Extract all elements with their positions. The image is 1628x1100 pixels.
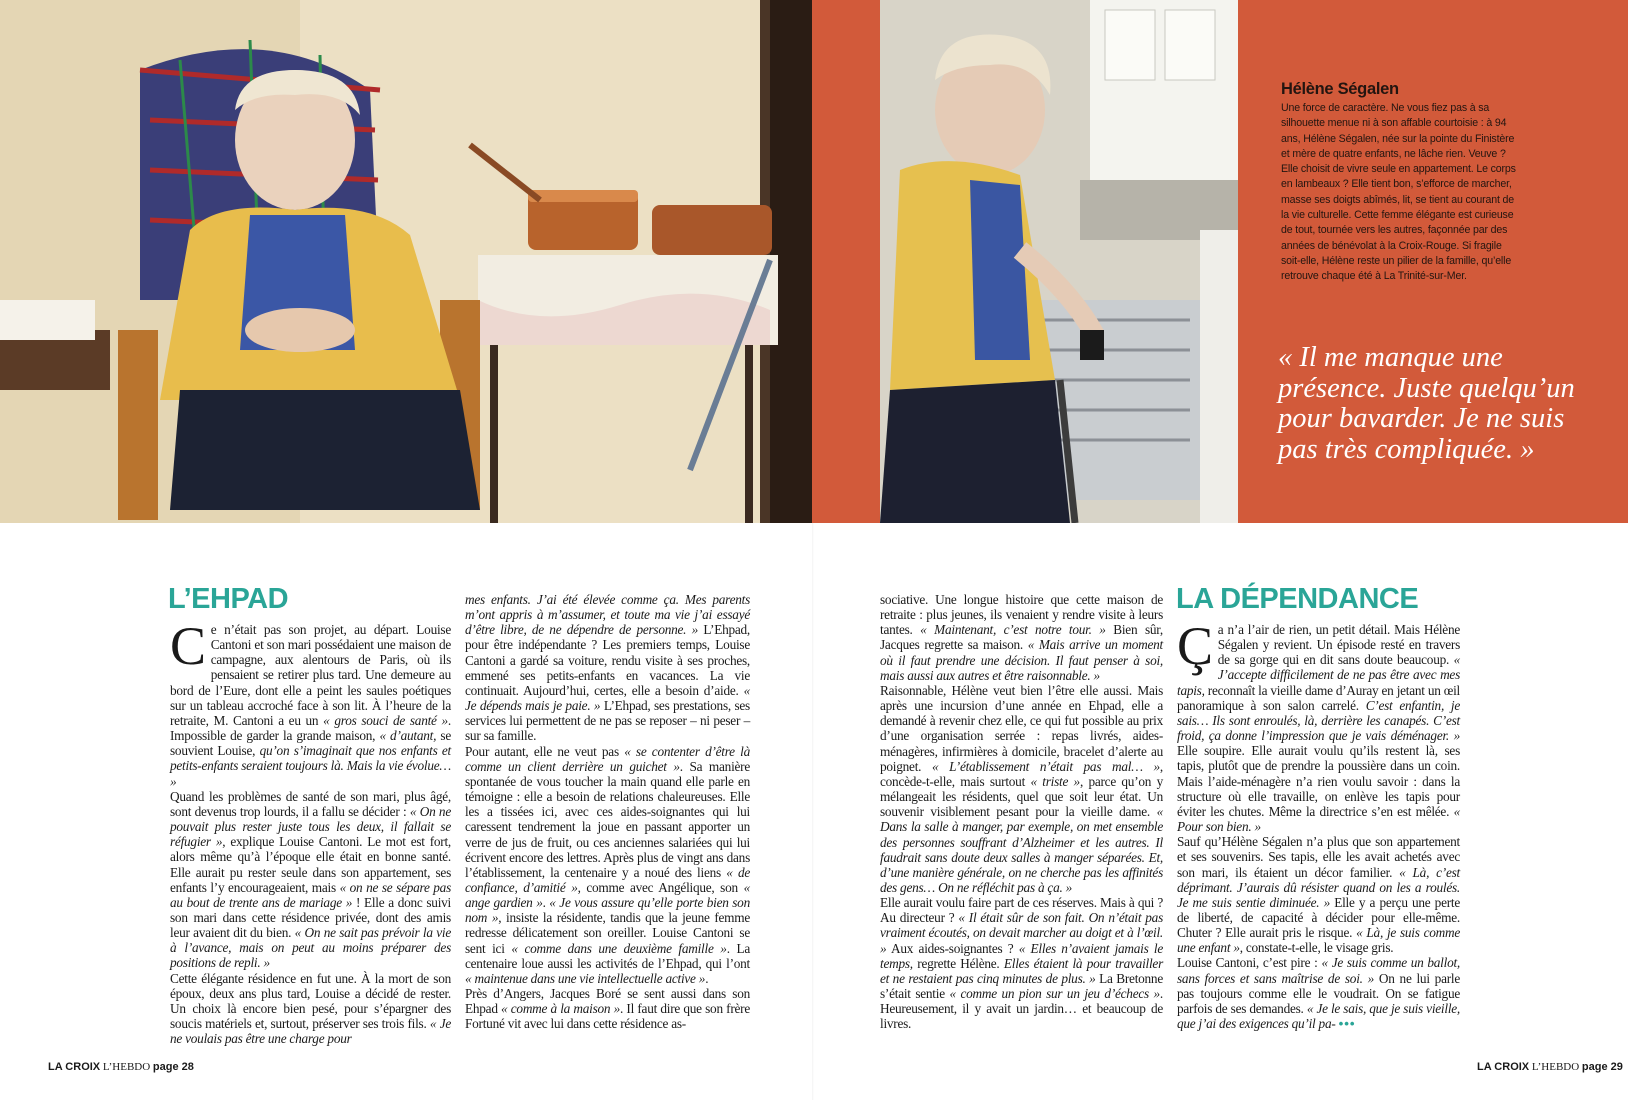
photo-helene-in-kitchen: [880, 0, 1238, 523]
quote-run: « gros souci de santé »: [323, 712, 448, 728]
quote-run: « comme un pion sur un jeu d’échecs »: [949, 986, 1160, 1002]
text-run: Sauf qu’Hélène Ségalen n’a plus que son appartement et ses souvenirs. Ses tapis, elle les avait achetés avec son mari, ils étaient un décor familier.: [1177, 834, 1460, 880]
text-column-1: [170, 592, 451, 1046]
quote-run: « ange gardien »: [465, 879, 750, 911]
text-run: e n’était pas son projet, au départ. Louise Cantoni et son mari possédaient une maison de campagne, aux alentours de Paris, où ils pensaient se retirer plus tard. Une demeure au bord de l’Eure, dont elle a peint les saules poétiques sur un tableau accroché face à son lit. À l’heure de la retraite, M. Cantoni a eu un: [170, 622, 451, 728]
dropcap: C: [170, 616, 206, 676]
text-run: Raisonnable, Hélène veut bien l’être elle aussi. Mais après une incursion d’une année en Ehpad, elle a demandé à revenir chez elle, ce qui fut possible au prix d’une organisation serrée : repas livrés, aides-ménagères, infirmières à domicile, bracelet d’alerte au poignet.: [880, 682, 1163, 774]
text-run: Près d’Angers, Jacques Boré se sent aussi dans son Ehpad: [465, 986, 750, 1017]
paragraph: [170, 616, 451, 789]
text-column-2: [465, 592, 750, 1032]
profile-box: [1281, 80, 1521, 285]
quote-run: « comme à la maison »: [501, 1001, 621, 1017]
text-run: a n’a l’air de rien, un petit détail. Mais Hélène Ségalen y revient. Un épisode resté en travers de sa gorge qui en dit sans doute beaucoup.: [1217, 622, 1460, 668]
text-run: .: [542, 895, 550, 911]
text-run: . Sa manière spontanée de vous toucher la main quand elle parle en témoigne : elle a besoin de relations chaleureuses. Elle les a tissées ici, avec ces aides-soignantes qui lui caressent tendrement la joue en passant apporter un verre de jus de fruit, ou ces anciennes salariées qui lui écrivent encore des lettres. Après plus de vingt ans dans l’établissement, la centenaire y a noué des liens: [465, 758, 750, 880]
text-run: sociative. Une longue histoire que cette maison de retraite : plus jeunes, ils venaient y rendre visite à leurs tantes.: [880, 592, 1163, 638]
folio-brand: LA CROIX: [48, 1061, 101, 1073]
photo-helene-illustration: [880, 0, 1238, 523]
paragraph: [465, 592, 750, 744]
text-run: L’Ehpad, pour être indépendante ? Les premiers temps, Louise Cantoni a gardé sa voiture, rendu visite à ses proches, emmené ses petits-enfants en vacances. La vie continuait. Aujourd’hui, certes, elle a besoin d’aide.: [465, 622, 750, 698]
folio-left: [48, 1061, 194, 1073]
folio-right: [1477, 1061, 1623, 1073]
text-run: Cette élégante résidence en fut une. À la mort de son époux, deux ans plus tard, Louise a décidé de rester. Un choix là encore bien pesé, pour s’épargner des soucis matériels et, surtout, préserver ses trois fils.: [170, 970, 451, 1032]
text-run: Bien sûr, Jacques regrette sa maison.: [880, 622, 1163, 653]
text-run: , explique Louise Cantoni. Le mot est fort, alors même qu’à l’époque elle était en bonne santé. Elle aurait pu rester seule dans son appartement, ses enfants l’y encourageaient, mais: [170, 834, 451, 895]
paragraph: [170, 971, 451, 1047]
quote-run: « Pour son bien. »: [1177, 803, 1460, 835]
paragraph: [880, 895, 1163, 1031]
paragraph: [1177, 955, 1460, 1031]
dropcap: Ç: [1177, 616, 1213, 676]
quote-run: mes enfants. J’ai été élevée comme ça. Mes parents m’ont appris à m’assumer, et toute ma vie j’ai essayé d’être libre, de ne dépendre de personne. »: [465, 592, 750, 638]
quote-run: Elles étaient là pour travailler et ne restaient pas cinq minutes de plus. »: [880, 955, 1163, 986]
quote-run: « Je vous assure qu’elle porte bien son nom »: [465, 895, 750, 926]
folio-brand: LA CROIX: [1477, 1061, 1530, 1073]
folio-issue: L’HEBDO: [102, 1061, 151, 1073]
section-title-ehpad: L’EHPAD: [168, 583, 289, 615]
text-run: reconnaît la vieille dame d’Auray en jetant un œil panoramique à son salon carrelé.: [1177, 682, 1460, 713]
quote-run: « Je dépends mais je paie. »: [465, 682, 750, 714]
text-run: , insiste la résidente, tandis que la jeune femme redresse délicatement son oreiller. Louise Cantoni se sent ici: [465, 910, 750, 956]
text-run: Louise Cantoni, c’est pire :: [1177, 955, 1322, 971]
text-run: . Il faut dire que son frère Fortuné vit avec lui dans cette résidence as-: [465, 1001, 751, 1032]
text-run: Elle aurait voulu faire part de ces réserves. Mais à qui ? Au directeur ?: [880, 895, 1163, 926]
quote-run: « Je suis comme un ballot, sans forces et sans maîtrise de soi. »: [1177, 955, 1460, 986]
pull-quote: « Il me manque une présence. Juste quelqu’un pour bavarder. Je ne suis pas très compliquée. »: [1278, 342, 1575, 465]
section-title-dependance: LA DÉPENDANCE: [1176, 583, 1419, 615]
paragraph: [465, 986, 750, 1031]
text-run: Aux aides-soignantes ?: [886, 940, 1019, 956]
text-run: L’Ehpad, ses prestations, ses services lui permettent de ne pas se reposer – ni peser – sur sa famille.: [465, 698, 750, 744]
text-run: regrette Hélène.: [912, 955, 1004, 971]
quote-run: « Là, je suis comme une enfant »: [1177, 925, 1460, 956]
photo-louise-illustration: [0, 0, 812, 523]
quote-run: « Je le sais, que je suis vieille, que j’ai des exigences qu’il pa-: [1177, 1000, 1460, 1032]
quote-run: « L’établissement n’était pas mal… »: [931, 758, 1160, 774]
paragraph: [1177, 616, 1460, 835]
profile-name: Hélène Ségalen: [1281, 80, 1399, 98]
folio-page-number: page 29: [1581, 1061, 1623, 1073]
text-run: , concède-t-elle, mais surtout: [880, 758, 1163, 789]
quote-run: « Mais arrive un moment où il faut prendre une décision. Il faut penser à soi, mais aussi aux autres et être raisonnable. »: [880, 637, 1163, 683]
text-run: , comme avec Angélique, son: [577, 879, 744, 895]
quote-run: qu’on s’imaginait que nos enfants et petits-enfants seraient toujours là. Mais la vie évolue… »: [170, 743, 451, 789]
quote-run: « Elles n’avaient jamais le temps,: [880, 940, 1163, 971]
folio-issue: L’HEBDO: [1531, 1061, 1580, 1073]
quote-run: « de confiance, d’amitié »: [465, 864, 750, 895]
quote-run: C’est enfantin, je sais… Ils sont enroulés, là, derrière les canapés. C’est froid, ça donne l’impression que je vais déménager. »: [1177, 697, 1460, 744]
text-run: . Heureusement, il y avait un jardin… et beaucoup de livres.: [880, 986, 1163, 1032]
folio-page-number: page 28: [152, 1061, 194, 1073]
quote-run: « Je ne voulais pas être une charge pour: [170, 1016, 451, 1047]
paragraph: [880, 683, 1163, 895]
paragraph: [170, 789, 451, 971]
quote-run: « On ne pouvait plus rester juste tous les deux, il fallait se réfugier »: [170, 803, 451, 850]
text-run: On ne lui parle pas toujours comme elle le voudrait. On se fatigue parfois de ses demandes.: [1177, 970, 1460, 1016]
paragraph: [1177, 834, 1460, 955]
quote-run: « Dans la salle à manger, par exemple, on met ensemble des personnes souffrant d’Alzheimer et les autres. Il faudrait sans doute deux salles à manger séparées. Et, d’une manière générale, on ne cherche pas les affinités des gens… On ne réfléchit pas à ça. »: [880, 804, 1163, 895]
continue-dots-icon: •••: [1338, 1016, 1356, 1032]
quote-run: « Il était sûr de son fait. On n’était pas vraiment écoutés, on devait marcher au doigt et à l’œil. »: [880, 910, 1163, 956]
text-column-3: [880, 592, 1163, 1032]
photo-louise-in-armchair: [0, 0, 812, 523]
quote-run: « maintenue dans une vie intellectuelle active »: [465, 970, 706, 986]
quote-run: « Maintenant, c’est notre tour. »: [920, 622, 1106, 638]
text-run: Elle soupire. Elle aurait voulu qu’ils restent là, ses tapis, plutôt que de prendre la poussière dans un coin. Mais l’aide-ménagère n’a rien voulu savoir : dans la structure où elle travaille, on enlève les tapis pour éviter les chutes. Même la directrice s’en est mêlée.: [1177, 743, 1460, 819]
quote-run: « on ne se sépare pas au bout de trente ans de mariage »: [170, 879, 452, 910]
text-run: ! Elle a donc suivi son mari dans cette résidence privée, dont des amis leur avaient dit du bien.: [170, 894, 451, 941]
profile-bio: Une force de caractère. Ne vous fiez pas à sa silhouette menue ni à son affable courtoisie : à 94 ans, Hélène Ségalen, née sur la pointe du Finistère et mère de quatre enfants, ne lâche rien. Veuve ? Elle choisit de vivre seule en appartement. Le corps en lambeaux ? Elle tient bon, s’efforce de marcher, masse ses doigts abîmés, lit, se tient au courant de la vie culturelle. Cette femme élégante est curieuse de tout, tournée vers les autres, façonnée par des années de bénévolat à la Croix-Rouge. Si fragile soit-elle, Hélène reste un pilier de la famille, qu’elle retrouve chaque été à La Trinité-sur-Mer.: [1281, 102, 1516, 283]
quote-run: « Là, c’est déprimant. J’aurais dû résister quand on les a roulés. Je me suis sentie diminuée. »: [1177, 864, 1460, 910]
quote-run: « d’autant,: [379, 728, 437, 744]
text-run: Quand les problèmes de santé de son mari, plus âgé, sont devenus trop lourds, il a fallu se décider :: [170, 788, 451, 819]
text-column-4: [1177, 592, 1460, 1031]
page-gutter: [812, 523, 814, 1100]
quote-run: « comme dans une deuxième famille »: [511, 940, 727, 956]
paragraph: [465, 744, 750, 987]
text-run: , constate-t-elle, le visage gris.: [1239, 940, 1394, 956]
text-run: , parce qu’on y mélangeait les résidents, quel que soit leur état. Un souvenir visiblement pesant pour la vieille dame.: [880, 773, 1163, 820]
text-run: . Impossible de garder la grande maison,: [170, 712, 451, 744]
text-run: . La centenaire loue aussi les activités de l’Ehpad, qui l’ont: [465, 940, 750, 971]
text-run: .: [705, 970, 709, 986]
text-run: La Bretonne s’était sentie: [880, 970, 1163, 1002]
text-run: Elle y a perçu une perte de liberté, de capacité à décider pour elle-même. Chuter ? Elle aurait pris le risque.: [1177, 894, 1460, 941]
quote-run: « triste »: [1030, 773, 1080, 789]
text-run: Pour autant, elle ne veut pas: [465, 743, 625, 759]
paragraph: [880, 592, 1163, 683]
quote-run: « On ne sait pas prévoir la vie à l’avance, mais on peut au moins préparer des positions de repli. »: [170, 925, 451, 971]
text-run: se souvient Louise,: [170, 728, 451, 759]
quote-run: « se contenter d’être là comme un client derrière un guichet »: [465, 743, 750, 774]
quote-run: « J’accepte difficilement de ne pas être avec mes tapis,: [1177, 652, 1460, 698]
